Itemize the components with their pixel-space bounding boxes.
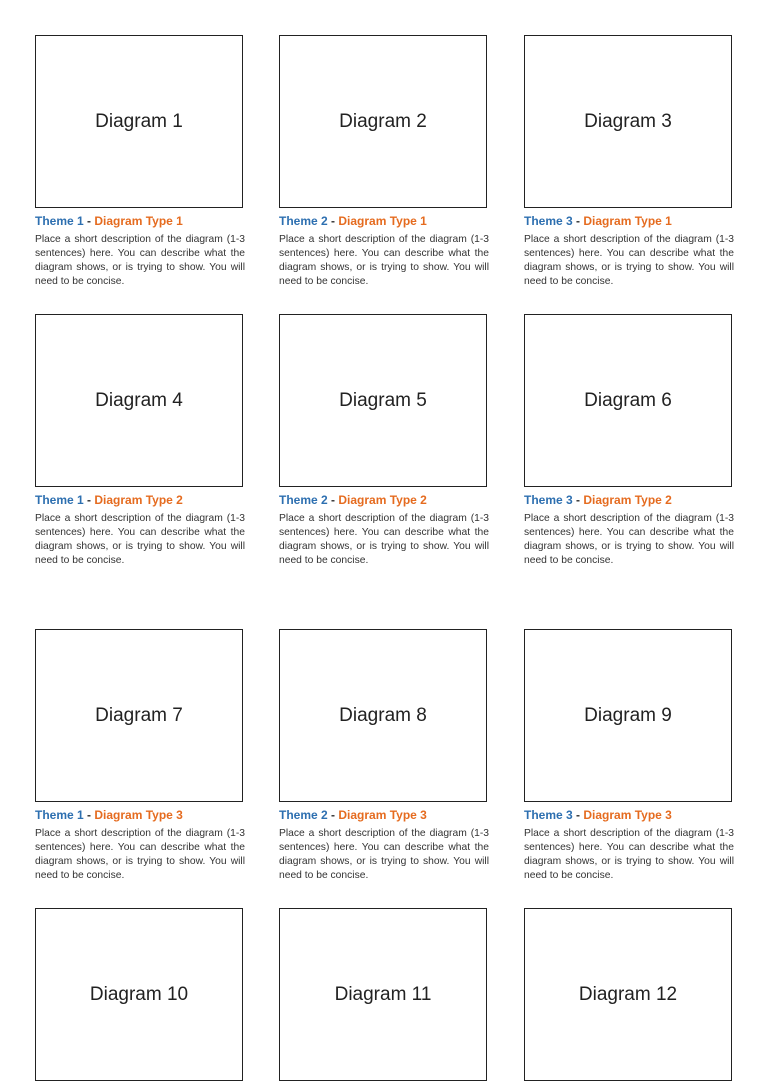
diagram-type-label: Diagram Type 1: [583, 214, 672, 228]
diagram-box: [279, 908, 487, 1081]
caption-separator: -: [327, 808, 339, 822]
theme-label: Theme 2: [279, 493, 328, 507]
diagram-label: Diagram 10: [89, 983, 189, 1005]
theme-label: Theme 2: [279, 214, 328, 228]
diagram-description: Place a short description of the diagram (1-3 sentences) here. You can describe what the diagram shows, or is trying to show. You will need to be concise.: [279, 828, 489, 881]
diagram-label: Diagram 5: [339, 389, 427, 411]
diagram-description: Place a short description of the diagram (1-3 sentences) here. You can describe what the diagram shows, or is trying to show. You will need to be concise.: [279, 513, 489, 566]
theme-label: Theme 3: [524, 493, 573, 507]
diagram-type-label: Diagram Type 2: [338, 493, 427, 507]
diagram-box: [524, 908, 732, 1081]
diagram-cell-1: [35, 35, 245, 289]
diagram-box: [524, 629, 732, 802]
diagram-label: Diagram 6: [584, 389, 672, 411]
theme-label: Theme 3: [524, 808, 573, 822]
diagram-type-label: Diagram Type 2: [94, 493, 183, 507]
diagram-box: [279, 314, 487, 487]
diagram-description: Place a short description of the diagram (1-3 sentences) here. You can describe what the diagram shows, or is trying to show. You will need to be concise.: [35, 828, 245, 881]
diagram-cell-12: [524, 908, 734, 1081]
diagram-label: Diagram 12: [578, 983, 678, 1005]
caption-separator: -: [83, 808, 95, 822]
diagram-description: Place a short description of the diagram (1-3 sentences) here. You can describe what the diagram shows, or is trying to show. You will need to be concise.: [524, 513, 734, 566]
diagram-description: Place a short description of the diagram (1-3 sentences) here. You can describe what the diagram shows, or is trying to show. You will need to be concise.: [524, 828, 734, 881]
diagram-caption: [35, 493, 245, 508]
diagram-type-label: Diagram Type 3: [583, 808, 672, 822]
diagram-description: Place a short description of the diagram (1-3 sentences) here. You can describe what the diagram shows, or is trying to show. You will need to be concise.: [35, 513, 245, 566]
diagram-box: [35, 908, 243, 1081]
diagram-label: Diagram 4: [95, 389, 183, 411]
diagram-cell-8: [279, 629, 489, 883]
diagram-caption: [524, 493, 734, 508]
diagram-label: Diagram 2: [339, 110, 427, 132]
diagram-cell-6: [524, 314, 734, 568]
diagram-type-label: Diagram Type 3: [338, 808, 427, 822]
diagram-description: Place a short description of the diagram (1-3 sentences) here. You can describe what the diagram shows, or is trying to show. You will need to be concise.: [279, 234, 489, 287]
diagram-label: Diagram 7: [95, 704, 183, 726]
diagram-caption: [279, 808, 489, 823]
diagram-label: Diagram 11: [334, 983, 432, 1005]
diagram-box: [524, 314, 732, 487]
diagram-label: Diagram 8: [339, 704, 427, 726]
diagram-box: [279, 35, 487, 208]
diagram-box: [35, 35, 243, 208]
diagram-box: [279, 629, 487, 802]
diagram-cell-10: [35, 908, 245, 1081]
diagram-description: Place a short description of the diagram (1-3 sentences) here. You can describe what the diagram shows, or is trying to show. You will need to be concise.: [524, 234, 734, 287]
diagram-caption: [35, 214, 245, 229]
caption-separator: -: [572, 493, 584, 507]
diagram-cell-7: [35, 629, 245, 883]
diagram-cell-5: [279, 314, 489, 568]
diagram-caption: [35, 808, 245, 823]
theme-label: Theme 3: [524, 214, 573, 228]
diagram-box: [524, 35, 732, 208]
diagram-type-label: Diagram Type 1: [94, 214, 183, 228]
theme-label: Theme 2: [279, 808, 328, 822]
caption-separator: -: [83, 214, 95, 228]
diagram-caption: [279, 493, 489, 508]
diagram-caption: [524, 214, 734, 229]
caption-separator: -: [327, 214, 339, 228]
caption-separator: -: [83, 493, 95, 507]
theme-label: Theme 1: [35, 808, 84, 822]
diagram-cell-2: [279, 35, 489, 289]
diagram-caption: [524, 808, 734, 823]
diagram-box: [35, 629, 243, 802]
diagram-label: Diagram 3: [584, 110, 672, 132]
diagram-box: [35, 314, 243, 487]
theme-label: Theme 1: [35, 493, 84, 507]
diagram-cell-3: [524, 35, 734, 289]
diagram-caption: [279, 214, 489, 229]
diagram-label: Diagram 9: [584, 704, 672, 726]
theme-label: Theme 1: [35, 214, 84, 228]
caption-separator: -: [327, 493, 339, 507]
diagram-cell-9: [524, 629, 734, 883]
diagram-description: Place a short description of the diagram (1-3 sentences) here. You can describe what the diagram shows, or is trying to show. You will need to be concise.: [35, 234, 245, 287]
caption-separator: -: [572, 214, 584, 228]
diagram-cell-11: [279, 908, 489, 1081]
diagram-label: Diagram 1: [95, 110, 183, 132]
caption-separator: -: [572, 808, 584, 822]
diagram-cell-4: [35, 314, 245, 568]
diagram-type-label: Diagram Type 3: [94, 808, 183, 822]
diagram-type-label: Diagram Type 2: [583, 493, 672, 507]
diagram-type-label: Diagram Type 1: [338, 214, 427, 228]
